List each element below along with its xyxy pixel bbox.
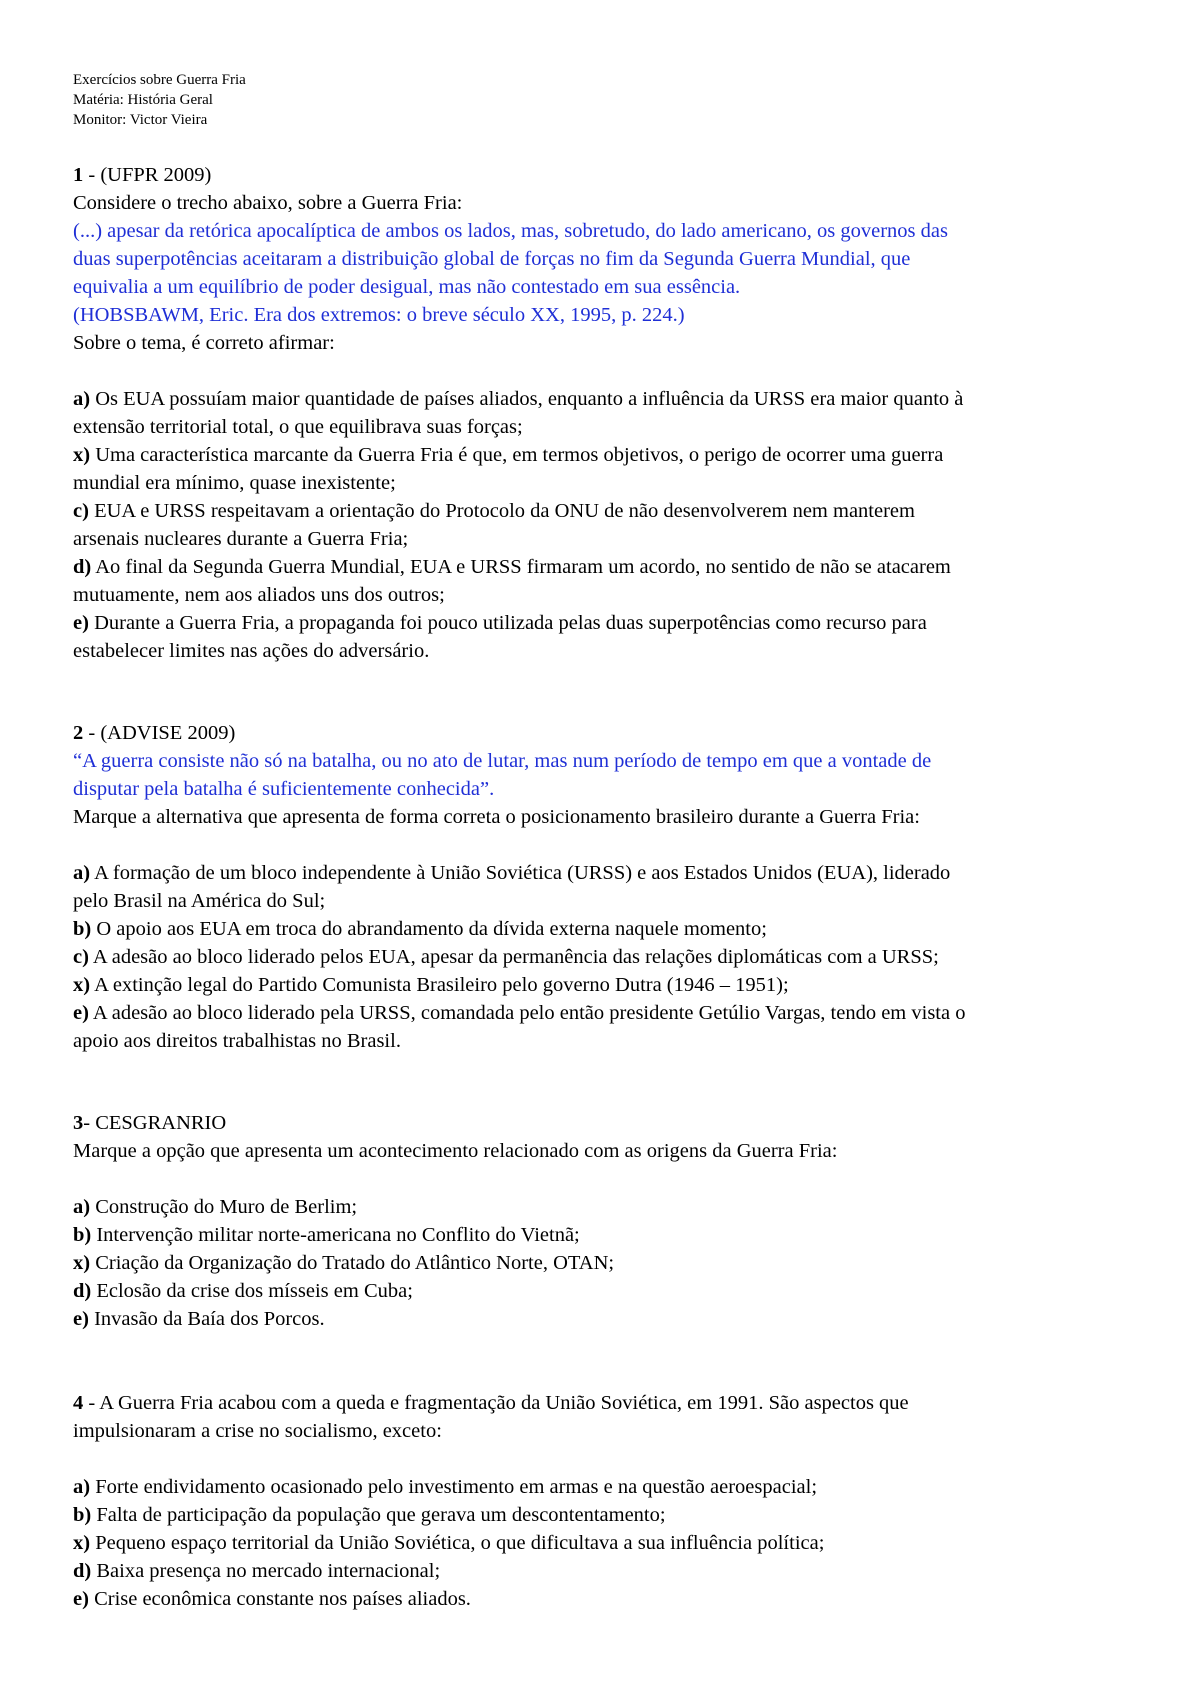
option-text: Uma característica marcante da Guerra Fria é que, em termos objetivos, o perigo de ocorrer uma guerra [90, 444, 944, 466]
option-e [73, 1305, 1153, 1333]
question-prompt: Sobre o tema, é correto afirmar: [73, 332, 335, 354]
option-text: Pequeno espaço territorial da União Soviética, o que dificultava a sua influência política; [90, 1532, 825, 1554]
option-letter: a) [73, 1196, 91, 1218]
option-a [73, 1193, 1153, 1221]
question-heading [73, 161, 1153, 189]
question-heading [73, 719, 1153, 747]
spacer [73, 1165, 1153, 1193]
option-x [73, 1529, 1153, 1557]
quote-line: “A guerra consiste não só na batalha, ou no ato de lutar, mas num período de tempo em que a vontade de [73, 750, 932, 772]
option-text: Intervenção militar norte-americana no Conflito do Vietnã; [91, 1224, 580, 1246]
quote-line: duas superpotências aceitaram a distribuição global de forças no fim da Segunda Guerra Mundial, que [73, 248, 911, 270]
option-text: pelo Brasil na América do Sul; [73, 890, 326, 912]
option-letter: e) [73, 1002, 89, 1024]
options-list [73, 1473, 1153, 1613]
option-text: Durante a Guerra Fria, a propaganda foi pouco utilizada pelas duas superpotências como recurso para [88, 612, 927, 634]
option-text: Os EUA possuíam maior quantidade de países aliados, enquanto a influência da URSS era maior quanto à [90, 388, 964, 410]
option-text: Construção do Muro de Berlim; [90, 1196, 358, 1218]
quote-citation: (HOBSBAWM, Eric. Era dos extremos: o breve século XX, 1995, p. 224.) [73, 304, 685, 326]
spacer [73, 831, 1153, 859]
question-source: - CESGRANRIO [83, 1112, 227, 1134]
document-header [73, 70, 1153, 130]
question-prompt: impulsionaram a crise no socialismo, exceto: [73, 1420, 442, 1442]
option-b [73, 1221, 1153, 1249]
option-x [73, 1249, 1153, 1277]
question-2 [73, 719, 1153, 1055]
option-text: estabelecer limites nas ações do adversário. [73, 640, 430, 662]
question-prompt: Marque a opção que apresenta um acontecimento relacionado com as origens da Guerra Fria: [73, 1140, 838, 1162]
options-list [73, 385, 1153, 665]
question-intro: Considere o trecho abaixo, sobre a Guerra Fria: [73, 192, 463, 214]
option-text: EUA e URSS respeitavam a orientação do Protocolo da ONU de não desenvolverem nem manterem [88, 500, 915, 522]
option-text: Baixa presença no mercado internacional; [91, 1560, 441, 1582]
option-text: arsenais nucleares durante a Guerra Fria; [73, 528, 409, 550]
option-x [73, 441, 1153, 497]
option-text: Falta de participação da população que gerava um descontentamento; [91, 1504, 666, 1526]
option-text: apoio aos direitos trabalhistas no Brasil. [73, 1030, 401, 1052]
monitor-line: Monitor: Victor Vieira [73, 112, 208, 128]
option-text: Criação da Organização do Tratado do Atlântico Norte, OTAN; [90, 1252, 615, 1274]
option-letter: b) [73, 1224, 92, 1246]
option-letter: b) [73, 918, 92, 940]
option-text: A extinção legal do Partido Comunista Brasileiro pelo governo Dutra (1946 – 1951); [90, 974, 789, 996]
spacer [73, 1445, 1153, 1473]
option-d [73, 1277, 1153, 1305]
option-e [73, 1585, 1153, 1613]
question-heading [73, 1109, 1153, 1137]
option-text: Eclosão da crise dos mísseis em Cuba; [91, 1280, 413, 1302]
options-list [73, 859, 1153, 1055]
option-text: mutuamente, nem aos aliados uns dos outros; [73, 584, 445, 606]
option-text: Ao final da Segunda Guerra Mundial, EUA e URSS firmaram um acordo, no sentido de não se atacarem [91, 556, 951, 578]
question-source: - A Guerra Fria acabou com a queda e fragmentação da União Soviética, em 1991. São aspectos que [83, 1392, 909, 1414]
option-a [73, 1473, 1153, 1501]
quote-line: disputar pela batalha é suficientemente conhecida”. [73, 778, 495, 800]
option-x [73, 971, 1153, 999]
option-c [73, 943, 1153, 971]
option-letter: a) [73, 1476, 91, 1498]
quote-line: (...) apesar da retórica apocalíptica de ambos os lados, mas, sobretudo, do lado americano, os governos das [73, 220, 948, 242]
quote-block [73, 747, 1153, 803]
option-b [73, 915, 1153, 943]
option-text: A adesão ao bloco liderado pelos EUA, apesar da permanência das relações diplomáticas com a URSS; [88, 946, 939, 968]
option-letter: a) [73, 862, 91, 884]
option-text: A adesão ao bloco liderado pela URSS, comandada pelo então presidente Getúlio Vargas, tendo em vista o [88, 1002, 966, 1024]
question-source: - (ADVISE 2009) [83, 722, 236, 744]
option-letter: x) [73, 444, 91, 466]
question-number: 4 [73, 1392, 84, 1414]
question-4 [73, 1389, 1153, 1613]
option-letter: e) [73, 1588, 89, 1610]
quote-block [73, 217, 1153, 329]
question-heading [73, 1389, 1153, 1417]
question-3 [73, 1109, 1153, 1333]
option-d [73, 1557, 1153, 1585]
question-1 [73, 161, 1153, 665]
option-text: Crise econômica constante nos países aliados. [88, 1588, 471, 1610]
option-a [73, 859, 1153, 915]
question-number: 3 [73, 1112, 84, 1134]
document-title: Exercícios sobre Guerra Fria [73, 72, 246, 88]
option-e [73, 609, 1153, 665]
option-a [73, 385, 1153, 441]
options-list [73, 1193, 1153, 1333]
option-letter: x) [73, 974, 91, 996]
option-e [73, 999, 1153, 1055]
option-letter: d) [73, 556, 92, 578]
option-letter: a) [73, 388, 91, 410]
option-text: A formação de um bloco independente à União Soviética (URSS) e aos Estados Unidos (EUA), liderado [90, 862, 951, 884]
option-letter: c) [73, 946, 89, 968]
option-text: mundial era mínimo, quase inexistente; [73, 472, 396, 494]
quote-line: equivalia a um equilíbrio de poder desigual, mas não contestado em sua essência. [73, 276, 741, 298]
option-letter: c) [73, 500, 89, 522]
option-d [73, 553, 1153, 609]
option-b [73, 1501, 1153, 1529]
option-letter: b) [73, 1504, 92, 1526]
option-text: Invasão da Baía dos Porcos. [88, 1308, 325, 1330]
option-letter: d) [73, 1280, 92, 1302]
option-letter: x) [73, 1252, 91, 1274]
option-text: extensão territorial total, o que equilibrava suas forças; [73, 416, 523, 438]
option-c [73, 497, 1153, 553]
option-text: O apoio aos EUA em troca do abrandamento da dívida externa naquele momento; [91, 918, 767, 940]
question-number: 2 [73, 722, 84, 744]
question-number: 1 [73, 164, 84, 186]
option-letter: e) [73, 612, 89, 634]
option-text: Forte endividamento ocasionado pelo investimento em armas e na questão aeroespacial; [90, 1476, 818, 1498]
question-prompt: Marque a alternativa que apresenta de forma correta o posicionamento brasileiro durante a Guerra Fria: [73, 806, 920, 828]
document-body [73, 70, 1153, 1613]
spacer [73, 357, 1153, 385]
option-letter: e) [73, 1308, 89, 1330]
subject-line: Matéria: História Geral [73, 92, 213, 108]
question-source: - (UFPR 2009) [83, 164, 212, 186]
option-letter: x) [73, 1532, 91, 1554]
option-letter: d) [73, 1560, 92, 1582]
